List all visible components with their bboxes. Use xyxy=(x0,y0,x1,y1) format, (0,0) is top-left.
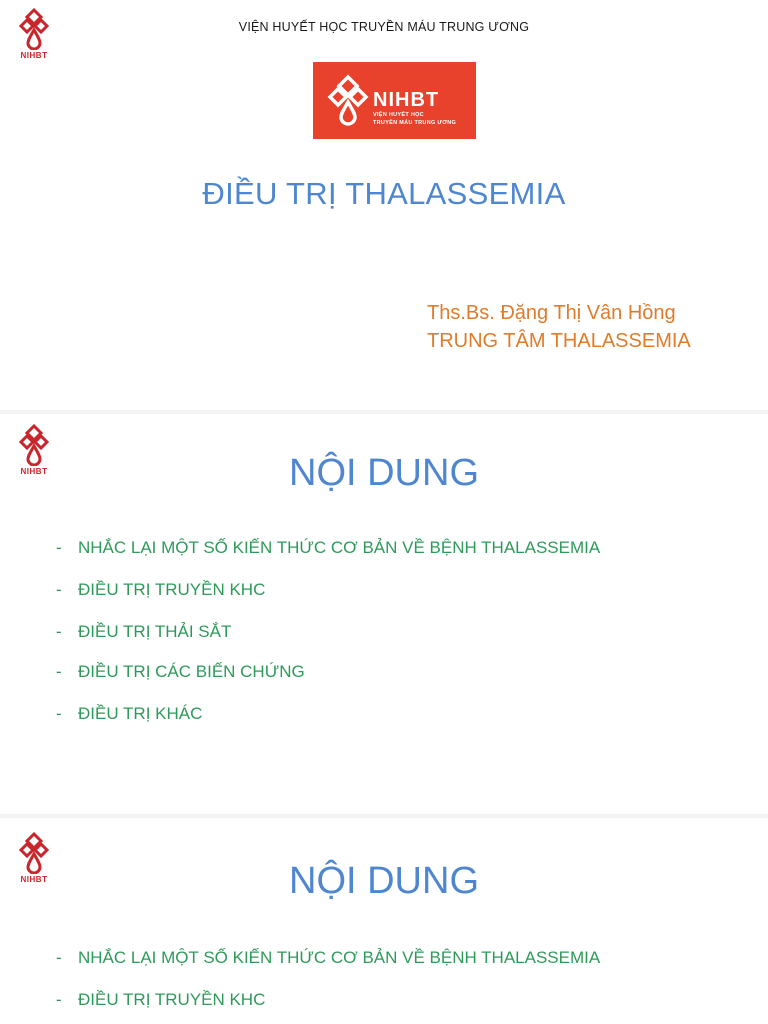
section-title: NỘI DUNG xyxy=(289,860,479,902)
bullet-dash: - xyxy=(56,622,62,641)
list-item xyxy=(56,580,265,600)
list-item-text: ĐIỀU TRỊ KHÁC xyxy=(78,704,203,723)
list-item xyxy=(56,662,305,682)
institute-header: VIỆN HUYẾT HỌC TRUYỀN MÁU TRUNG ƯƠNG xyxy=(238,20,530,34)
corner-logo-label: NIHBT xyxy=(20,51,48,60)
list-item xyxy=(56,538,600,558)
list-item-text: ĐIỀU TRỊ TRUYỀN KHC xyxy=(78,580,266,599)
contents-slide xyxy=(0,414,768,814)
contents-slide xyxy=(0,818,768,1024)
list-item xyxy=(56,990,265,1010)
list-item-text: ĐIỀU TRỊ CÁC BIẾN CHỨNG xyxy=(78,662,305,681)
nihbt-drops-icon xyxy=(327,74,369,126)
list-item-text: ĐIỀU TRỊ THẢI SẮT xyxy=(78,622,232,641)
bullet-dash: - xyxy=(56,538,62,557)
section-title: NỘI DUNG xyxy=(289,452,479,494)
bullet-dash: - xyxy=(56,580,62,599)
corner-logo-label: NIHBT xyxy=(20,467,48,476)
list-item-text: NHẮC LẠI MỘT SỐ KIẾN THỨC CƠ BẢN VỀ BỆNH THALASSEMIA xyxy=(78,948,601,967)
nihbt-banner-logo xyxy=(313,62,476,139)
bullet-dash: - xyxy=(56,948,62,967)
corner-logo-label: NIHBT xyxy=(20,875,48,884)
list-item-text: ĐIỀU TRỊ TRUYỀN KHC xyxy=(78,990,266,1009)
bullet-dash: - xyxy=(56,990,62,1009)
bullet-dash: - xyxy=(56,704,62,723)
banner-acronym: NIHBT xyxy=(373,89,440,111)
list-item xyxy=(56,704,202,724)
list-item xyxy=(56,948,600,968)
author-name: Ths.Bs. Đặng Thị Vân Hồng xyxy=(427,302,676,324)
corner-logo xyxy=(12,8,56,60)
list-item-text: NHẮC LẠI MỘT SỐ KIẾN THỨC CƠ BẢN VỀ BỆNH THALASSEMIA xyxy=(78,538,601,557)
title-slide xyxy=(0,0,768,410)
author-department: TRUNG TÂM THALASSEMIA xyxy=(427,330,691,352)
slide-title: ĐIỀU TRỊ THALASSEMIA xyxy=(202,176,566,211)
banner-subtitle-line-1: VIỆN HUYẾT HỌC xyxy=(373,112,424,118)
bullet-dash: - xyxy=(56,662,62,681)
list-item xyxy=(56,622,231,642)
banner-subtitle-line-2: TRUYỀN MÁU TRUNG ƯƠNG xyxy=(373,120,457,126)
